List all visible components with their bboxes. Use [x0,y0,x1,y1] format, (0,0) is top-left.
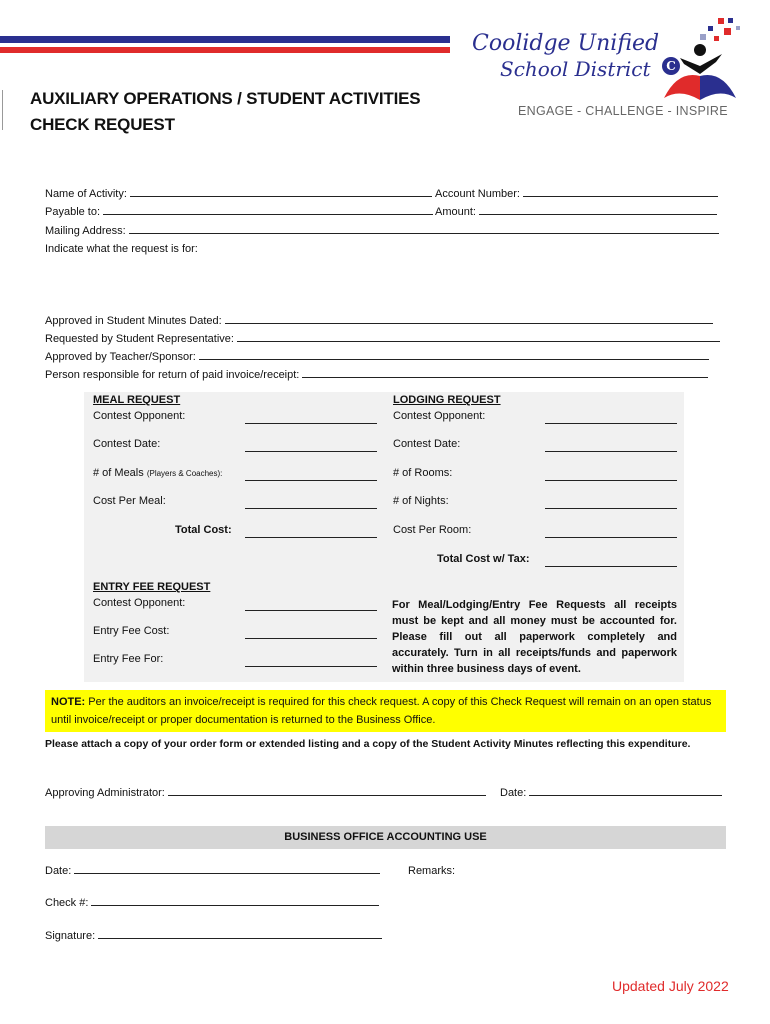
entry-cost-line[interactable] [245,627,377,639]
business-date-field[interactable]: Date: [45,862,380,880]
meal-date-line[interactable] [245,440,377,452]
lodging-opponent-label: Contest Opponent: [393,410,486,422]
district-logo [468,14,748,124]
person-responsible-field[interactable]: Person responsible for return of paid invoice/receipt: [45,366,708,384]
cost-per-room-line[interactable] [545,526,677,538]
meal-total-label: Total Cost: [175,524,232,536]
meal-opponent-line[interactable] [245,412,377,424]
meal-total-line[interactable] [245,526,377,538]
entry-cost-label: Entry Fee Cost: [93,625,170,637]
entry-opponent-label: Contest Opponent: [93,597,186,609]
page-title: AUXILIARY OPERATIONS / STUDENT ACTIVITIES CHECK REQUEST [30,89,421,134]
lodging-total-label: Total Cost w/ Tax: [437,553,530,565]
payable-to-field[interactable]: Payable to: [45,203,433,221]
lodging-request-heading: LODGING REQUEST [393,394,501,406]
meal-date-label: Contest Date: [93,438,161,450]
entry-for-line[interactable] [245,655,377,667]
meal-request-heading: MEAL REQUEST [93,394,181,406]
meal-count-line[interactable] [245,469,377,481]
cost-per-meal-label: Cost Per Meal: [93,495,166,507]
attach-instructions: Please attach a copy of your order form or extended listing and a copy of the Student Activity Minutes reflecting this expenditure. [45,738,691,750]
rooms-line[interactable] [545,469,677,481]
approved-by-field[interactable]: Approved by Teacher/Sponsor: [45,348,709,366]
mailing-address-field[interactable]: Mailing Address: [45,222,719,240]
auditor-note: NOTE: Per the auditors an invoice/receipt is required for this check request. A copy of this Check Request will remain on an open status until invoice/receipt or proper documentation is returned to the Business Office. [45,690,726,732]
lodging-total-line[interactable] [545,555,677,567]
meal-opponent-label: Contest Opponent: [93,410,186,422]
svg-text:School District: School District [500,57,651,81]
business-office-heading: BUSINESS OFFICE ACCOUNTING USE [45,826,726,849]
account-number-field[interactable]: Account Number: [435,185,718,203]
header-stripe-red [0,47,450,53]
lodging-date-label: Contest Date: [393,438,461,450]
nights-line[interactable] [545,497,677,509]
nights-label: # of Nights: [393,495,449,507]
cost-per-meal-line[interactable] [245,497,377,509]
lodging-opponent-line[interactable] [545,412,677,424]
amount-field[interactable]: Amount: [435,203,717,221]
entry-fee-heading: ENTRY FEE REQUEST [93,581,211,593]
svg-text:Coolidge Unified: Coolidge Unified [472,31,660,56]
requested-by-field[interactable]: Requested by Student Representative: [45,330,720,348]
entry-opponent-line[interactable] [245,599,377,611]
request-purpose-label: Indicate what the request is for: [45,243,198,255]
receipts-instructions: For Meal/Lodging/Entry Fee Requests all receipts must be kept and all money must be accounted for. Please fill out all paperwork completely and accurately. Turn in all receipts/funds and paperwork within three business days of event. [392,599,677,675]
entry-for-label: Entry Fee For: [93,653,164,665]
svg-text:ENGAGE - CHALLENGE - INSPIRE: ENGAGE - CHALLENGE - INSPIRE [518,104,728,118]
svg-text:C: C [666,59,676,73]
updated-date: Updated July 2022 [612,978,729,994]
name-of-activity-field[interactable]: Name of Activity: [45,185,432,203]
header-stripe-blue [0,36,450,43]
rooms-label: # of Rooms: [393,467,453,479]
signature-field[interactable]: Signature: [45,927,382,945]
margin-rule [2,90,3,130]
approved-minutes-field[interactable]: Approved in Student Minutes Dated: [45,312,713,330]
approval-date-field[interactable]: Date: [500,784,722,802]
meal-count-label: # of Meals (Players & Coaches): [93,467,223,479]
approving-administrator-field[interactable]: Approving Administrator: [45,784,486,802]
cost-per-room-label: Cost Per Room: [393,524,472,536]
remarks-label: Remarks: [408,865,456,877]
check-number-field[interactable]: Check #: [45,894,379,912]
lodging-date-line[interactable] [545,440,677,452]
